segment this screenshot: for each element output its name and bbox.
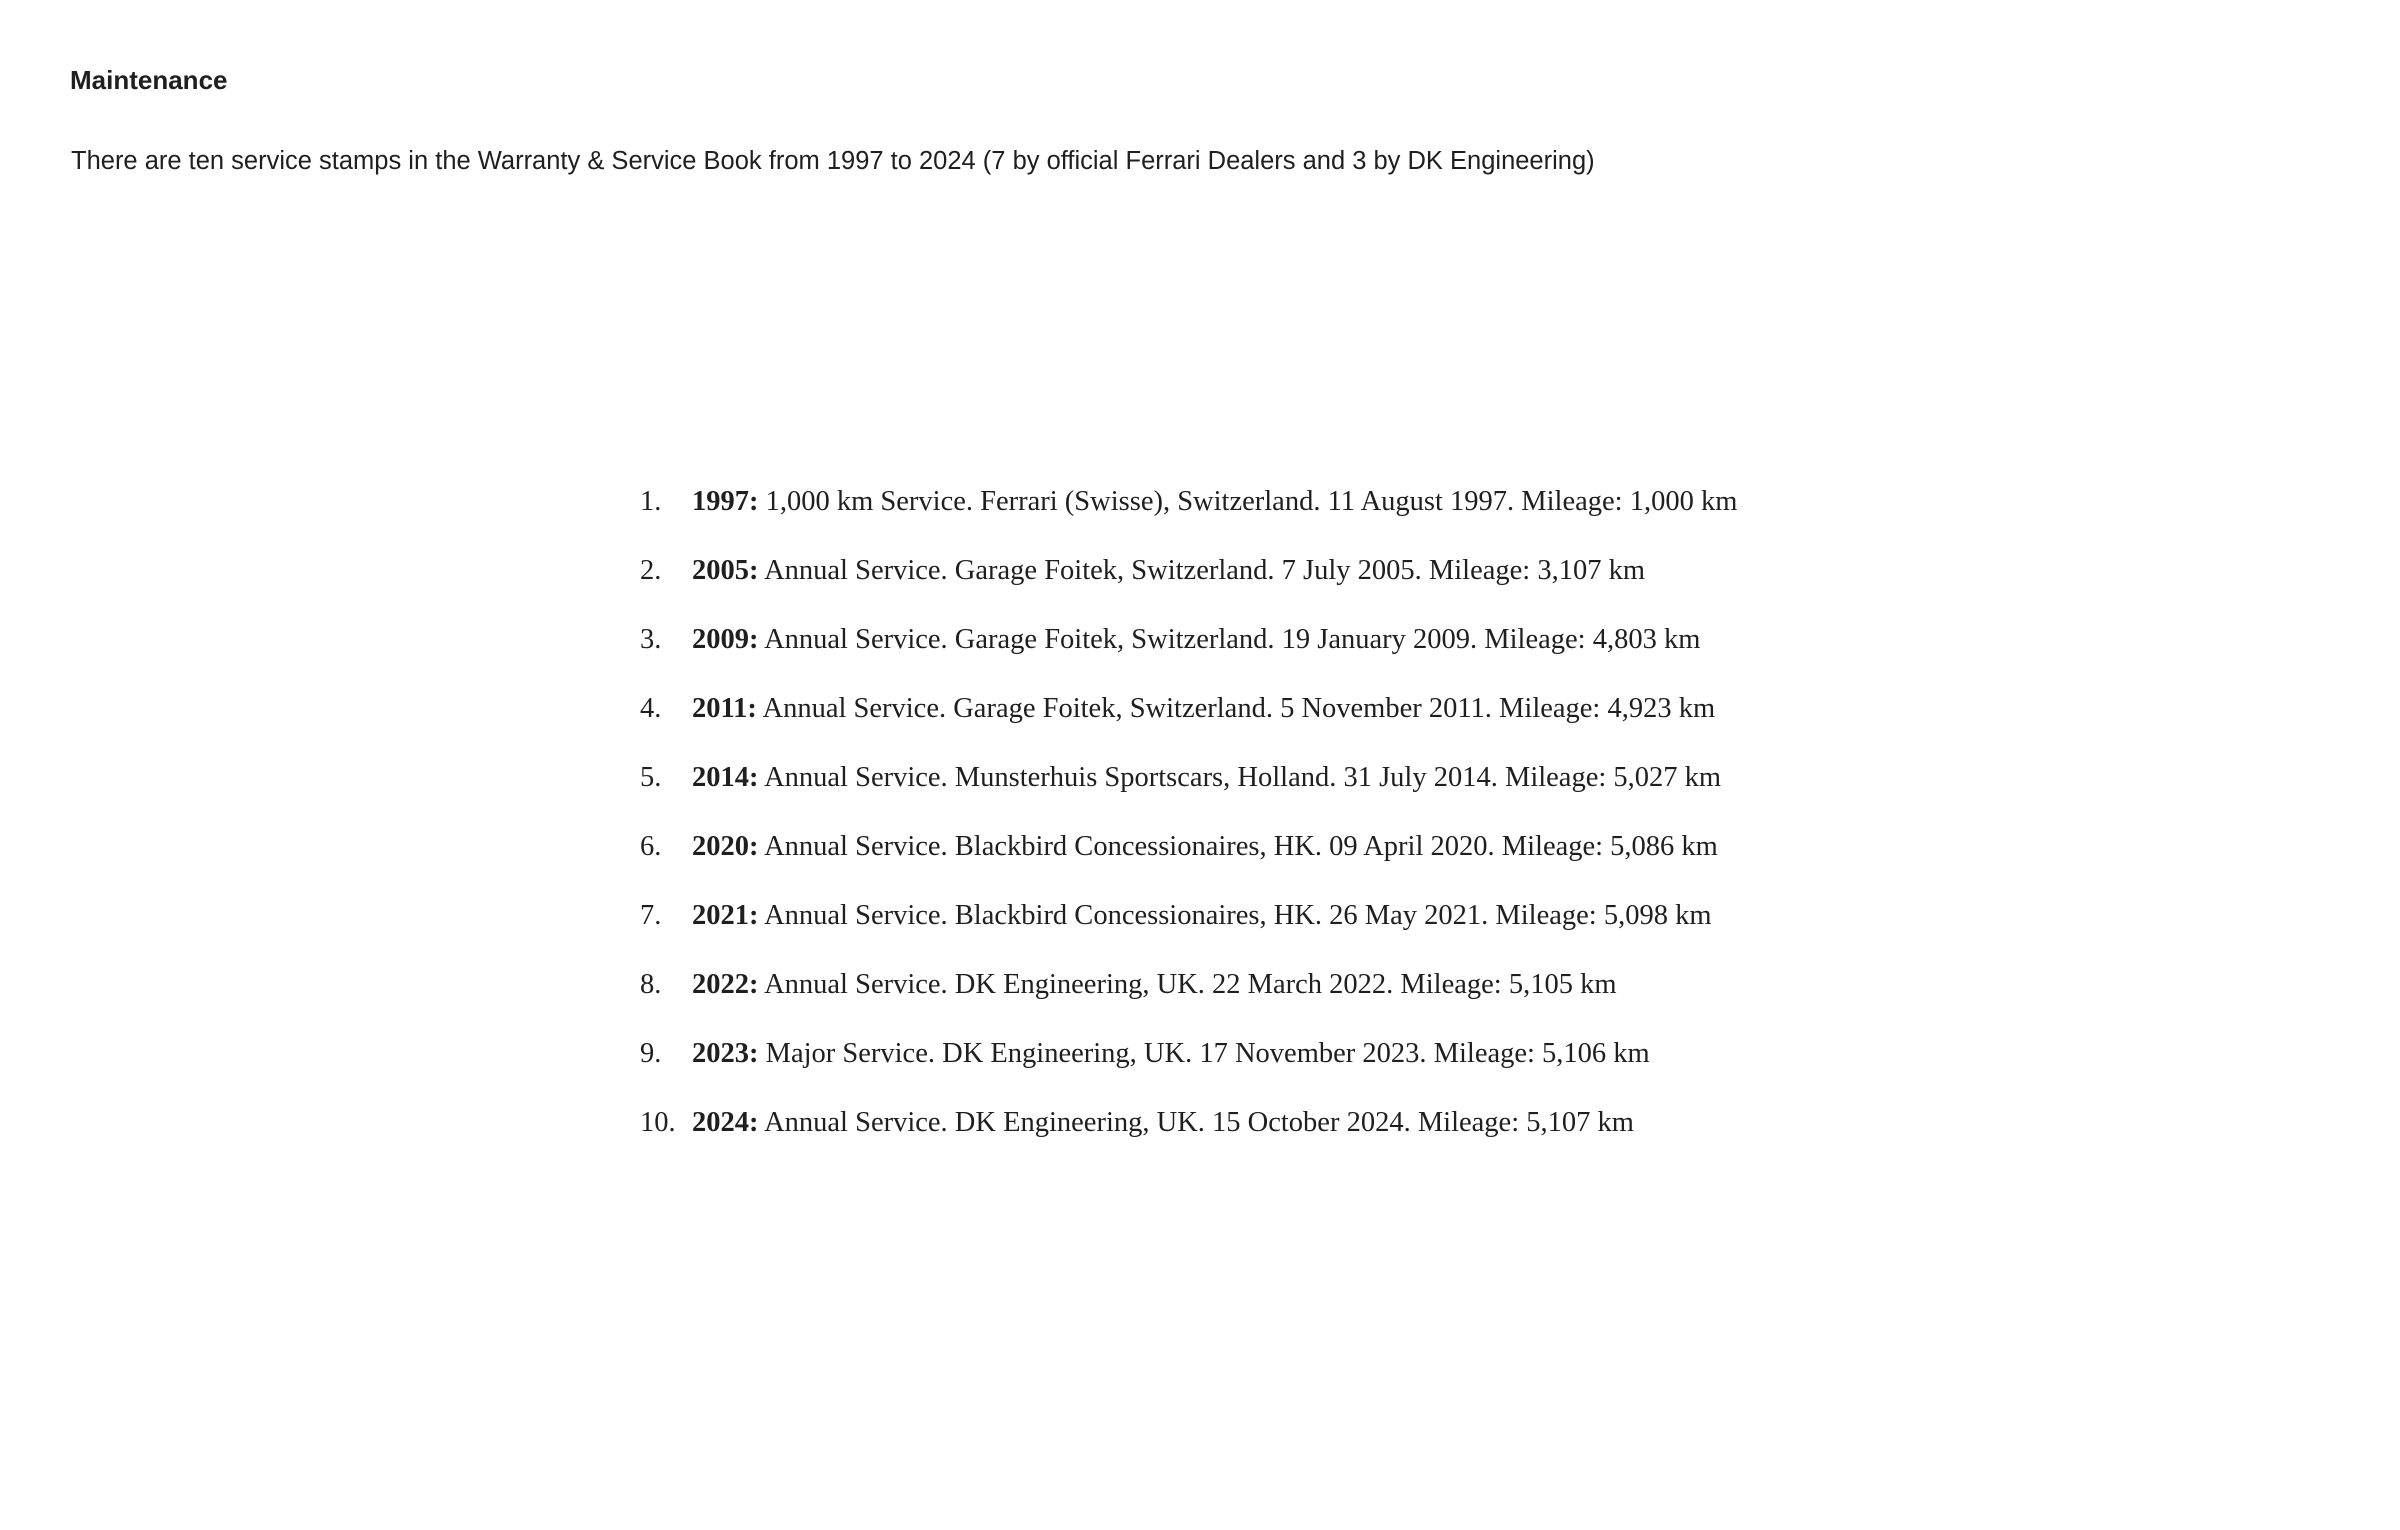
list-item-number: 4. [640, 693, 662, 724]
list-item-year: 2009: [692, 624, 759, 655]
list-item-number: 1. [640, 486, 662, 517]
list-item [640, 827, 1737, 896]
list-item [640, 689, 1737, 758]
list-item-body [692, 896, 1712, 965]
list-item-number: 5. [640, 762, 662, 793]
list-item [640, 758, 1737, 827]
list-item [640, 482, 1737, 551]
list-item-year: 2011: [692, 693, 757, 724]
list-item [640, 1103, 1737, 1172]
list-item-number: 9. [640, 1038, 662, 1069]
list-item-body [692, 620, 1700, 689]
list-item-body [692, 827, 1718, 896]
list-item [640, 620, 1737, 689]
list-item [640, 896, 1737, 965]
list-item-body [692, 1034, 1650, 1103]
list-item-text: Annual Service. DK Engineering, UK. 22 March 2022. Mileage: 5,105 km [764, 969, 1617, 1000]
list-item-year: 2024: [692, 1107, 759, 1138]
list-item [640, 1034, 1737, 1103]
list-item-text: Major Service. DK Engineering, UK. 17 November 2023. Mileage: 5,106 km [765, 1038, 1650, 1069]
list-item-year: 2005: [692, 555, 759, 586]
list-item-text: Annual Service. Garage Foitek, Switzerland. 19 January 2009. Mileage: 4,803 km [764, 624, 1701, 655]
intro-paragraph: There are ten service stamps in the Warranty & Service Book from 1997 to 2024 (7 by official Ferrari Dealers and 3 by DK Engineering) [71, 147, 1595, 175]
service-history-list [640, 482, 1737, 1172]
list-item-number: 7. [640, 900, 662, 931]
list-item-text: Annual Service. Blackbird Concessionaires, HK. 26 May 2021. Mileage: 5,098 km [764, 900, 1712, 931]
list-item-year: 2023: [692, 1038, 759, 1069]
list-item-year: 2020: [692, 831, 759, 862]
list-item-text: Annual Service. Garage Foitek, Switzerland. 7 July 2005. Mileage: 3,107 km [764, 555, 1646, 586]
list-item-text: Annual Service. Garage Foitek, Switzerland. 5 November 2011. Mileage: 4,923 km [762, 693, 1716, 724]
list-item-number: 10. [640, 1107, 676, 1138]
page-heading: Maintenance [70, 65, 228, 95]
list-item [640, 965, 1737, 1034]
list-item-number: 6. [640, 831, 662, 862]
list-item-body [692, 965, 1617, 1034]
list-item-number: 2. [640, 555, 662, 586]
list-item-year: 1997: [692, 486, 759, 517]
list-item-body [692, 758, 1721, 827]
list-item-body [692, 1103, 1634, 1172]
list-item-text: Annual Service. DK Engineering, UK. 15 October 2024. Mileage: 5,107 km [764, 1107, 1634, 1138]
list-item-text: 1,000 km Service. Ferrari (Swisse), Switzerland. 11 August 1997. Mileage: 1,000 km [765, 486, 1738, 517]
list-item-body [692, 551, 1645, 620]
list-item-text: Annual Service. Blackbird Concessionaires, HK. 09 April 2020. Mileage: 5,086 km [764, 831, 1718, 862]
list-item-year: 2022: [692, 969, 759, 1000]
list-item-number: 8. [640, 969, 662, 1000]
list-item-body [692, 482, 1737, 551]
list-item-year: 2021: [692, 900, 759, 931]
list-item-text: Annual Service. Munsterhuis Sportscars, Holland. 31 July 2014. Mileage: 5,027 km [764, 762, 1722, 793]
list-item [640, 551, 1737, 620]
list-item-body [692, 689, 1715, 758]
list-item-year: 2014: [692, 762, 759, 793]
list-item-number: 3. [640, 624, 662, 655]
